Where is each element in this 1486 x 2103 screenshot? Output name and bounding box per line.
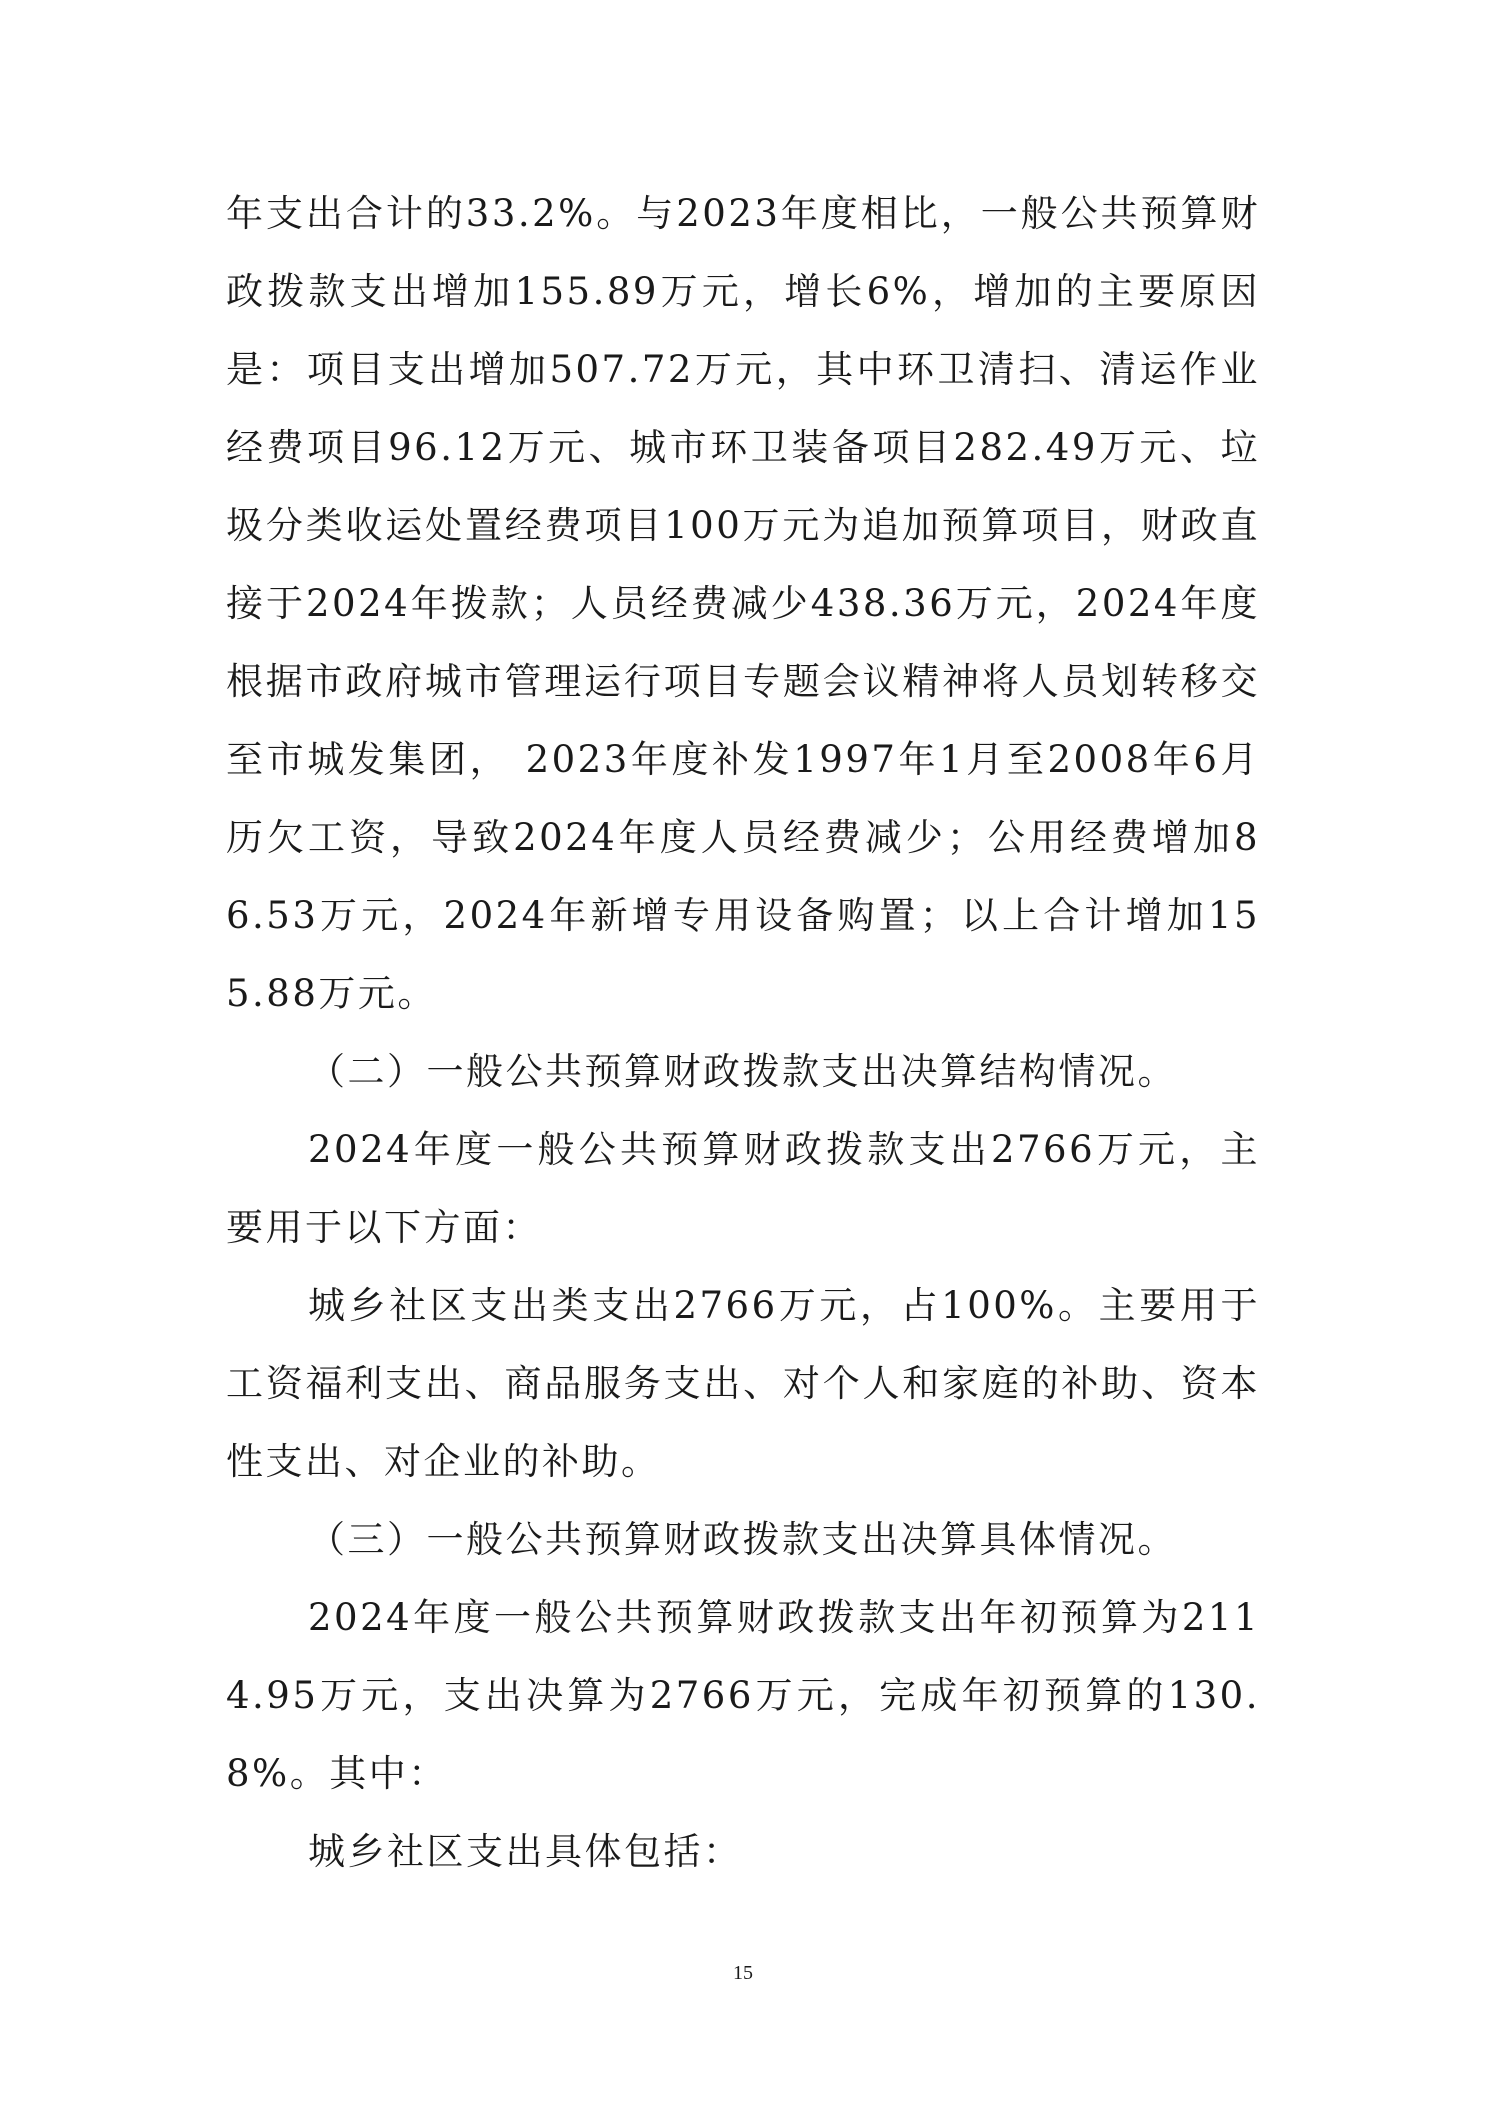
paragraph-urban-rural-expenditure: 城乡社区支出类支出2766万元，占100%。主要用于工资福利支出、商品服务支出、对个人和家庭的补助、资本性支出、对企业的补助。: [226, 1284, 1260, 1483]
section-heading-structure: （二）一般公共预算财政拨款支出决算结构情况。: [308, 1050, 1177, 1093]
page-number: 15: [733, 1962, 753, 1984]
paragraph-budget-completion: 2024年度一般公共预算财政拨款支出年初预算为2114.95万元，支出决算为2766万元，完成年初预算的130.8%。其中：: [226, 1596, 1260, 1795]
section-heading-details: （三）一般公共预算财政拨款支出决算具体情况。: [308, 1518, 1177, 1561]
paragraph-continuation: 年支出合计的33.2%。与2023年度相比，一般公共预算财政拨款支出增加155.89万元，增长6%，增加的主要原因是：项目支出增加507.72万元，其中环卫清扫、清运作业经费项目96.12万元、城市环卫装备项目282.49万元、垃圾分类收运处置经费项目100万元为追加预算项目，财政直接于2024年拨款；人员经费减少438.36万元，2024年度根据市政府城市管理运行项目专题会议精神将人员划转移交至市城发集团， 2023年度补发1997年1月至2008年6月历欠工资，导致2024年度人员经费减少；公用经费增加86.53万元，2024年新增专用设备购置；以上合计增加155.88万元。: [226, 192, 1260, 1015]
paragraph-structure-summary: 2024年度一般公共预算财政拨款支出2766万元，主要用于以下方面：: [226, 1128, 1260, 1249]
paragraph-urban-rural-breakdown: 城乡社区支出具体包括：: [308, 1830, 743, 1873]
body-text: [226, 175, 1260, 1891]
